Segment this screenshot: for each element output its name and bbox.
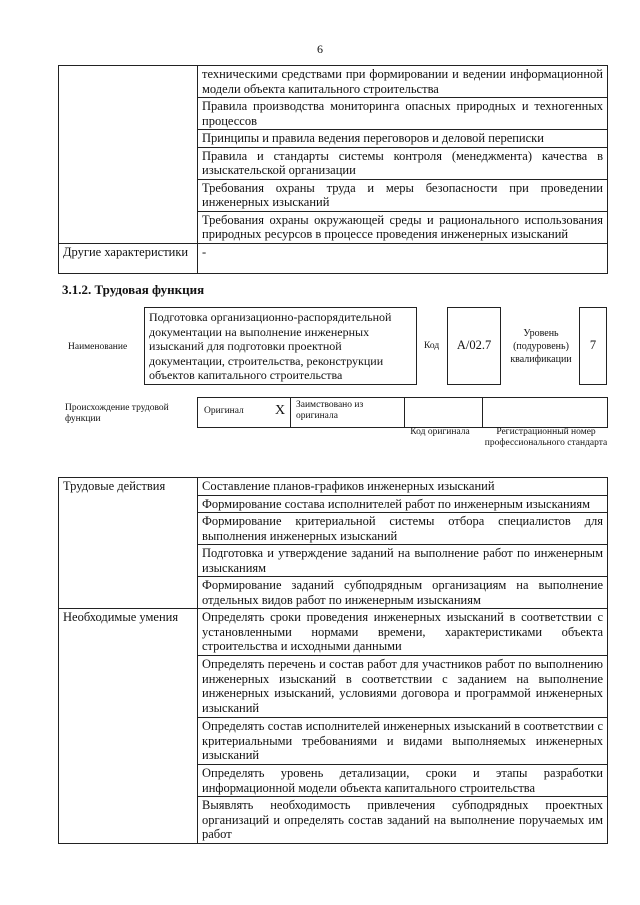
- labor-action-item: Подготовка и утверждение заданий на выполнение работ по инженерным изысканиям: [198, 545, 608, 577]
- skill-item: Определять уровень детализации, сроки и этапы разработки информационной модели объекта капитального строительства: [198, 765, 608, 797]
- level-value: 7: [589, 338, 597, 352]
- origin-divider-3: [482, 397, 483, 428]
- other-characteristics-label: Другие характеристики: [59, 243, 198, 273]
- skill-item: Определять сроки проведения инженерных изысканий в соответствии с установленными нормами времени, характеристиками объекта строительства и исходными данными: [198, 609, 608, 656]
- other-characteristics-value: -: [198, 243, 608, 273]
- name-label: Наименование: [68, 342, 128, 352]
- origin-divider-2: [404, 397, 405, 428]
- labor-actions-label: Трудовые действия: [59, 478, 198, 609]
- knowledge-item: Требования охраны окружающей среды и рационального использования природных ресурсов в процессе проведения инженерных изысканий: [198, 211, 608, 243]
- knowledge-item: Требования охраны труда и меры безопасности при проведении инженерных изысканий: [198, 179, 608, 211]
- section-heading: 3.1.2. Трудовая функция: [62, 282, 205, 297]
- code-original-caption: Код оригинала: [410, 427, 470, 437]
- skill-item: Определять перечень и состав работ для участников работ по выполнению инженерных изысканий в соответствии с заданием на выполнение инженерных изысканий, условиями договора и программой инженерных изысканий: [198, 656, 608, 718]
- code-value: А/02.7: [456, 338, 492, 352]
- skill-item: Определять состав исполнителей инженерных изысканий в соответствии с критериальными требованиями и видами выполняемых инженерных изысканий: [198, 718, 608, 765]
- origin-label: Происхождение трудовой функции: [65, 403, 169, 424]
- origin-box: [197, 397, 608, 428]
- knowledge-label-cell: [59, 66, 198, 244]
- code-label: Код: [424, 341, 440, 351]
- origin-divider-1: [290, 397, 291, 428]
- borrowed-label: Заимствовано из оригинала: [296, 400, 364, 421]
- knowledge-item: техническими средствами при формировании и ведении информационной модели объекта капитального строительства: [198, 66, 608, 98]
- required-skills-label: Необходимые умения: [59, 609, 198, 844]
- labor-action-item: Формирование заданий субподрядным организациям на выполнение отдельных видов работ по инженерным изысканиям: [198, 577, 608, 609]
- knowledge-item: Принципы и правила ведения переговоров и деловой переписки: [198, 130, 608, 148]
- actions-skills-table: [58, 477, 608, 844]
- labor-action-item: Составление планов-графиков инженерных изысканий: [198, 478, 608, 496]
- labor-action-item: Формирование критериальной системы отбора специалистов для выполнения инженерных изысканий: [198, 513, 608, 545]
- original-label: Оригинал: [204, 406, 244, 416]
- page-number: 6: [317, 42, 323, 56]
- reg-number-caption: Регистрационный номер профессионального стандарта: [484, 427, 608, 448]
- function-name-text: Подготовка организационно-распорядительной документации на выполнение инженерных изысканий для подготовки проектной документации, строительства, реконструкции объектов капитального строительства: [149, 310, 392, 382]
- knowledge-item: Правила и стандарты системы контроля (менеджмента) качества в изыскательской организации: [198, 147, 608, 179]
- knowledge-item: Правила производства мониторинга опасных природных и техногенных процессов: [198, 98, 608, 130]
- skill-item: Выявлять необходимость привлечения субподрядных проектных организаций и определять состав заданий на выполнение поручаемых им работ: [198, 797, 608, 844]
- knowledge-table: [58, 65, 608, 274]
- labor-action-item: Формирование состава исполнителей работ по инженерным изысканиям: [198, 495, 608, 513]
- level-label: Уровень (подуровень) квалификации: [510, 328, 572, 365]
- function-name-box: [144, 307, 417, 385]
- code-box: [447, 307, 501, 385]
- original-mark: X: [275, 403, 286, 418]
- level-box: [579, 307, 607, 385]
